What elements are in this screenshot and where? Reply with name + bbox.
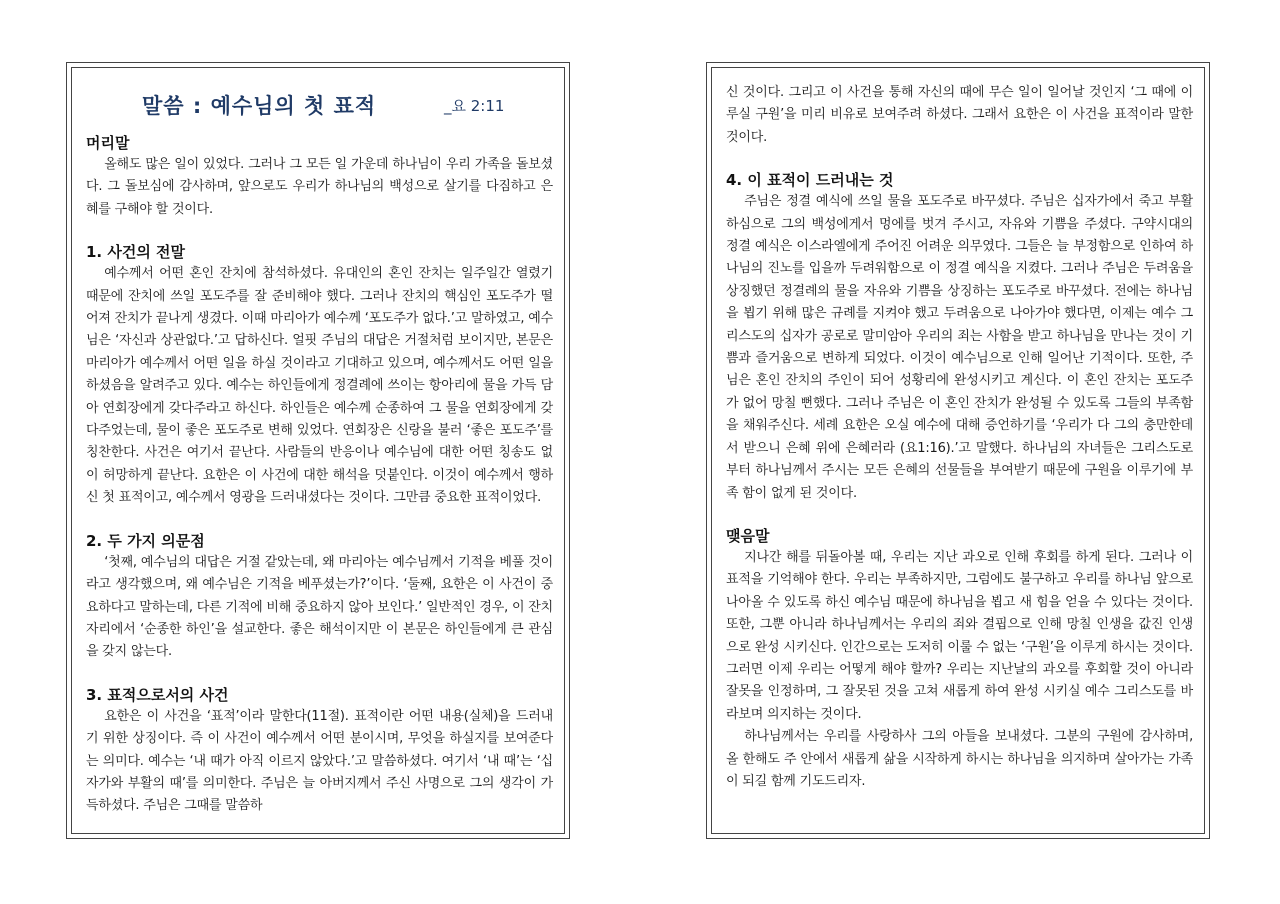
- section-heading-3: 3. 표적으로서의 사건: [86, 685, 229, 704]
- scripture-reference: _요 2:11: [444, 97, 505, 115]
- section-body-conclusion-prayer: 하나님께서는 우리를 사랑하사 그의 아들을 보내셨다. 그분의 구원에 감사하며, 올 한해도 주 안에서 새롭게 삶을 시작하게 하시는 하나님을 의지하며 살아가는 가족이 되길 함께 기도드리자.: [726, 729, 1193, 789]
- left-page-inner-border: [71, 67, 565, 834]
- right-page-inner-border: [711, 67, 1205, 834]
- continued-text: 신 것이다. 그리고 이 사건을 통해 자신의 때에 무슨 일이 일어날 것인지 ‘그 때에 이루실 구원’을 미리 비유로 보여주려 하셨다. 그래서 요한은 이 사건을 표적이라 말한 것이다.: [726, 85, 1193, 145]
- section-heading-2: 2. 두 가지 의문점: [86, 531, 205, 550]
- left-page: [66, 62, 570, 839]
- section-body-intro: 올해도 많은 일이 있었다. 그러나 그 모든 일 가운데 하나님이 우리 가족을 돌보셨다. 그 돌보심에 감사하며, 앞으로도 우리가 하나님의 백성으로 살기를 다짐하고 은혜를 구해야 할 것이다.: [86, 157, 553, 217]
- section-heading-4: 4. 이 표적이 드러내는 것: [726, 171, 894, 190]
- section-body-3: 요한은 이 사건을 ‘표적’이라 말한다(11절). 표적이란 어떤 내용(실체)을 드러내기 위한 상징이다. 즉 이 사건이 예수께서 어떤 분이시며, 무엇을 하실지를 보여준다는 의미다. 예수는 ‘내 때가 아직 이르지 않았다.’고 말씀하셨다. 여기서 ‘내 때’는 ‘십자가와 부활의 때’를 의미한다. 주님은 늘 아버지께서 주신 사명으로 그의 생각이 가득하셨다. 주님은 그때를 말씀하: [86, 708, 553, 814]
- section-heading-conclusion: 맺음말: [726, 526, 770, 545]
- section-body-1: 예수께서 어떤 혼인 잔치에 참석하셨다. 유대인의 혼인 잔치는 일주일간 열렸기 때문에 잔치에 쓰일 포도주를 잘 준비해야 했다. 그러나 잔치의 핵심인 포도주가 떨어져 잔치가 끝나게 생겼다. 이때 마리아가 예수께 ‘포도주가 없다.’고 말하였고, 예수님은 ‘자신과 상관없다.’고 답하신다. 얼핏 주님의 대답은 거절처럼 보이지만, 본문은 마리아가 예수께서 어떤 일을 하실 것이라고 기대하고 있으며, 예수께서도 어떤 일을 하셨음을 알려주고 있다. 예수는 하인들에게 정결례에 쓰이는 항아리에 물을 가득 담아 연회장에게 갖다주라고 하신다. 하인들은 예수께 순종하여 그 물을 연회장에게 갖다주었는데, 물이 좋은 포도주로 변해 있었다. 연회장은 신랑을 불러 ‘좋은 포도주’를 칭찬한다. 사건은 여기서 끝난다. 사람들의 반응이나 예수님에 대한 어떤 칭송도 없이 허망하게 끝난다. 요한은 이 사건에 대한 해석을 덧붙인다. 이것이 예수께서 행하신 첫 표적이고, 예수께서 영광을 드러내셨다는 것이다. 그만큼 중요한 표적이었다.: [86, 266, 553, 506]
- section-heading-1: 1. 사건의 전말: [86, 243, 186, 262]
- sermon-title: 말씀 : 예수님의 첫 표적: [142, 94, 377, 118]
- section-heading-intro: 머리말: [86, 134, 130, 152]
- sermon-title-row: [86, 90, 553, 124]
- right-page: [706, 62, 1210, 839]
- section-body-2: ‘첫째, 예수님의 대답은 거절 같았는데, 왜 마리아는 예수님께서 기적을 베풀 것이라고 생각했으며, 왜 예수님은 기적을 베푸셨는가?’이다. ‘둘째, 요한은 이 사건이 중요하다고 말하는데, 다른 기적에 비해 중요하지 않아 보인다.’ 일반적인 경우, 이 잔치 자리에서 ‘순종한 하인’을 설교한다. 좋은 해석이지만 이 본문은 하인들에게 큰 관심을 갖지 않는다.: [86, 554, 553, 660]
- section-body-4: 주님은 정결 예식에 쓰일 물을 포도주로 바꾸셨다. 주님은 십자가에서 죽고 부활하심으로 그의 백성에게서 멍에를 벗겨 주시고, 자유와 기쁨을 주셨다. 구약시대의 정결 예식은 이스라엘에게 주어진 어려운 의무였다. 그들은 늘 부정함으로 인하여 하나님의 진노를 입을까 두려워함으로 이 정결 예식을 지켰다. 그러나 주님은 두려움을 상징했던 정결례의 물을 자유와 기쁨을 상징하는 포도주로 바꾸셨다. 전에는 하나님을 뵙기 위해 많은 규례를 지켜야 했고 두려움으로 나아가야 했다면, 이제는 예수 그리스도의 십자가 공로로 말미암아 우리의 죄는 사함을 받고 하나님을 만나는 것이 기쁨과 즐거움으로 변하게 되었다. 이것이 예수님으로 인해 일어난 기적이다. 또한, 주님은 혼인 잔치의 주인이 되어 성황리에 완성시키고 계신다. 이 혼인 잔치는 포도주가 없어 망칠 뻔했다. 그러나 주님은 이 혼인 잔치가 완성될 수 있도록 그들의 부족함을 채워주신다. 세례 요한은 오실 예수에 대해 증언하기를 ‘우리가 다 그의 충만한데서 받으니 은혜 위에 은혜러라 (요1:16).’고 말했다. 하나님의 자녀들은 그리스도로부터 하나님께서 주시는 모든 은혜의 선물들을 부여받기 때문에 구원을 이루기에 부족 함이 없게 된 것이다.: [726, 194, 1193, 501]
- section-body-conclusion: 지나간 해를 뒤돌아볼 때, 우리는 지난 과오로 인해 후회를 하게 된다. 그러나 이 표적을 기억해야 한다. 우리는 부족하지만, 그럼에도 불구하고 우리를 하나님 앞으로 나아올 수 있도록 하신 예수님 때문에 하나님을 뵙고 새 힘을 얻을 수 있다는 것이다. 또한, 그뿐 아니라 하나님께서는 우리의 죄와 결핍으로 인해 망칠 인생을 값진 인생으로 완성 시키신다. 인간으로는 도저히 이룰 수 없는 ‘구원’을 이루게 하시는 것이다. 그러면 이제 우리는 어떻게 해야 할까? 우리는 지난날의 과오를 후회할 것이 아니라 잘못을 인정하며, 그 잘못된 것을 고쳐 새롭게 하여 완성 시키실 예수 그리스도를 바라보며 의지하는 것이다.: [726, 549, 1193, 722]
